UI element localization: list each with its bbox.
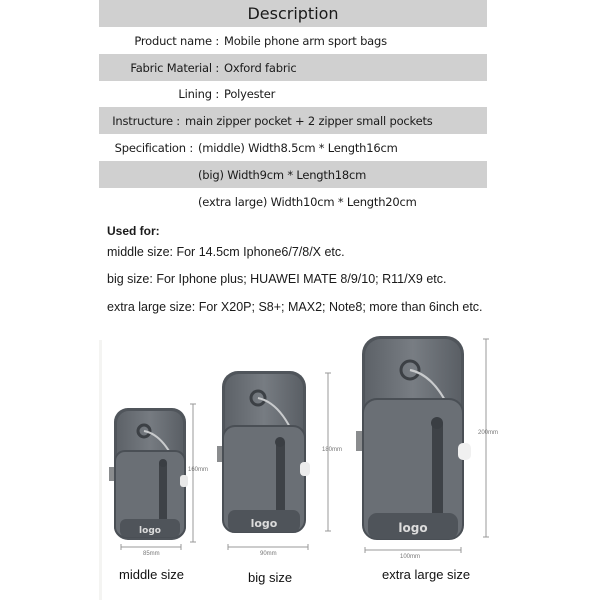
- used-for-big: big size: For Iphone plus; HUAWEI MATE 8/9/10; R11/X9 etc.: [107, 272, 447, 286]
- lining-label: Lining :: [178, 86, 219, 101]
- caption-middle-size: middle size: [119, 567, 185, 582]
- instructure-label: Instructure :: [112, 113, 180, 128]
- bag-middle-height-label: 160mm: [188, 467, 209, 473]
- instructure-value: main zipper pocket + 2 zipper small pockets: [185, 113, 433, 128]
- bag-middle-image: [104, 405, 194, 545]
- used-for-middle: middle size: For 14.5cm Iphone6/7/8/X etc.: [107, 245, 345, 259]
- spec-xl-value: (extra large) Width10cm * Length20cm: [198, 194, 417, 209]
- spec-big-value: (big) Width9cm * Length18cm: [198, 167, 367, 182]
- bag-extra-large-width-line: [364, 547, 462, 553]
- row-lining: [99, 80, 487, 107]
- row-fabric-material: [99, 54, 487, 81]
- spec-middle-value: (middle) Width8.5cm * Length16cm: [198, 140, 398, 155]
- bag-big-width-line: [227, 544, 309, 550]
- bag-middle-width-label: 85mm: [143, 551, 160, 557]
- bag-big-image: [212, 368, 317, 536]
- bag-big-width-label: 90mm: [260, 551, 277, 557]
- used-for-extra-large: extra large size: For X20P; S8+; MAX2; Note8; more than 6inch etc.: [107, 300, 483, 314]
- bag-extra-large-image: [350, 333, 478, 543]
- description-title: Description: [247, 4, 339, 23]
- product-name-value: Mobile phone arm sport bags: [224, 33, 387, 48]
- row-product-name: [99, 27, 487, 54]
- caption-extra-large-size: extra large size: [382, 567, 471, 582]
- bag-middle-height-line: [190, 403, 196, 543]
- caption-big-size: big size: [248, 570, 293, 585]
- bag-extra-large-height-label: 200mm: [478, 430, 499, 436]
- lining-value: Polyester: [224, 86, 276, 101]
- fabric-material-value: Oxford fabric: [224, 60, 297, 75]
- row-instructure: [99, 107, 487, 134]
- bag-big-height-label: 180mm: [322, 447, 343, 453]
- specification-label: Specification :: [114, 140, 193, 155]
- bag-extra-large-height-line: [483, 338, 489, 538]
- svg-text:logo: logo: [398, 521, 428, 535]
- fabric-material-label: Fabric Material :: [130, 60, 219, 75]
- svg-text:logo: logo: [250, 517, 278, 530]
- used-for-heading: Used for:: [107, 224, 160, 238]
- row-spec-middle: [99, 134, 487, 161]
- row-spec-extra-large: [99, 188, 487, 215]
- svg-text:logo: logo: [139, 526, 161, 536]
- bag-middle-width-line: [120, 544, 182, 550]
- row-spec-big: [99, 161, 487, 188]
- bag-extra-large-width-label: 100mm: [400, 554, 421, 560]
- product-name-label: Product name :: [134, 33, 219, 48]
